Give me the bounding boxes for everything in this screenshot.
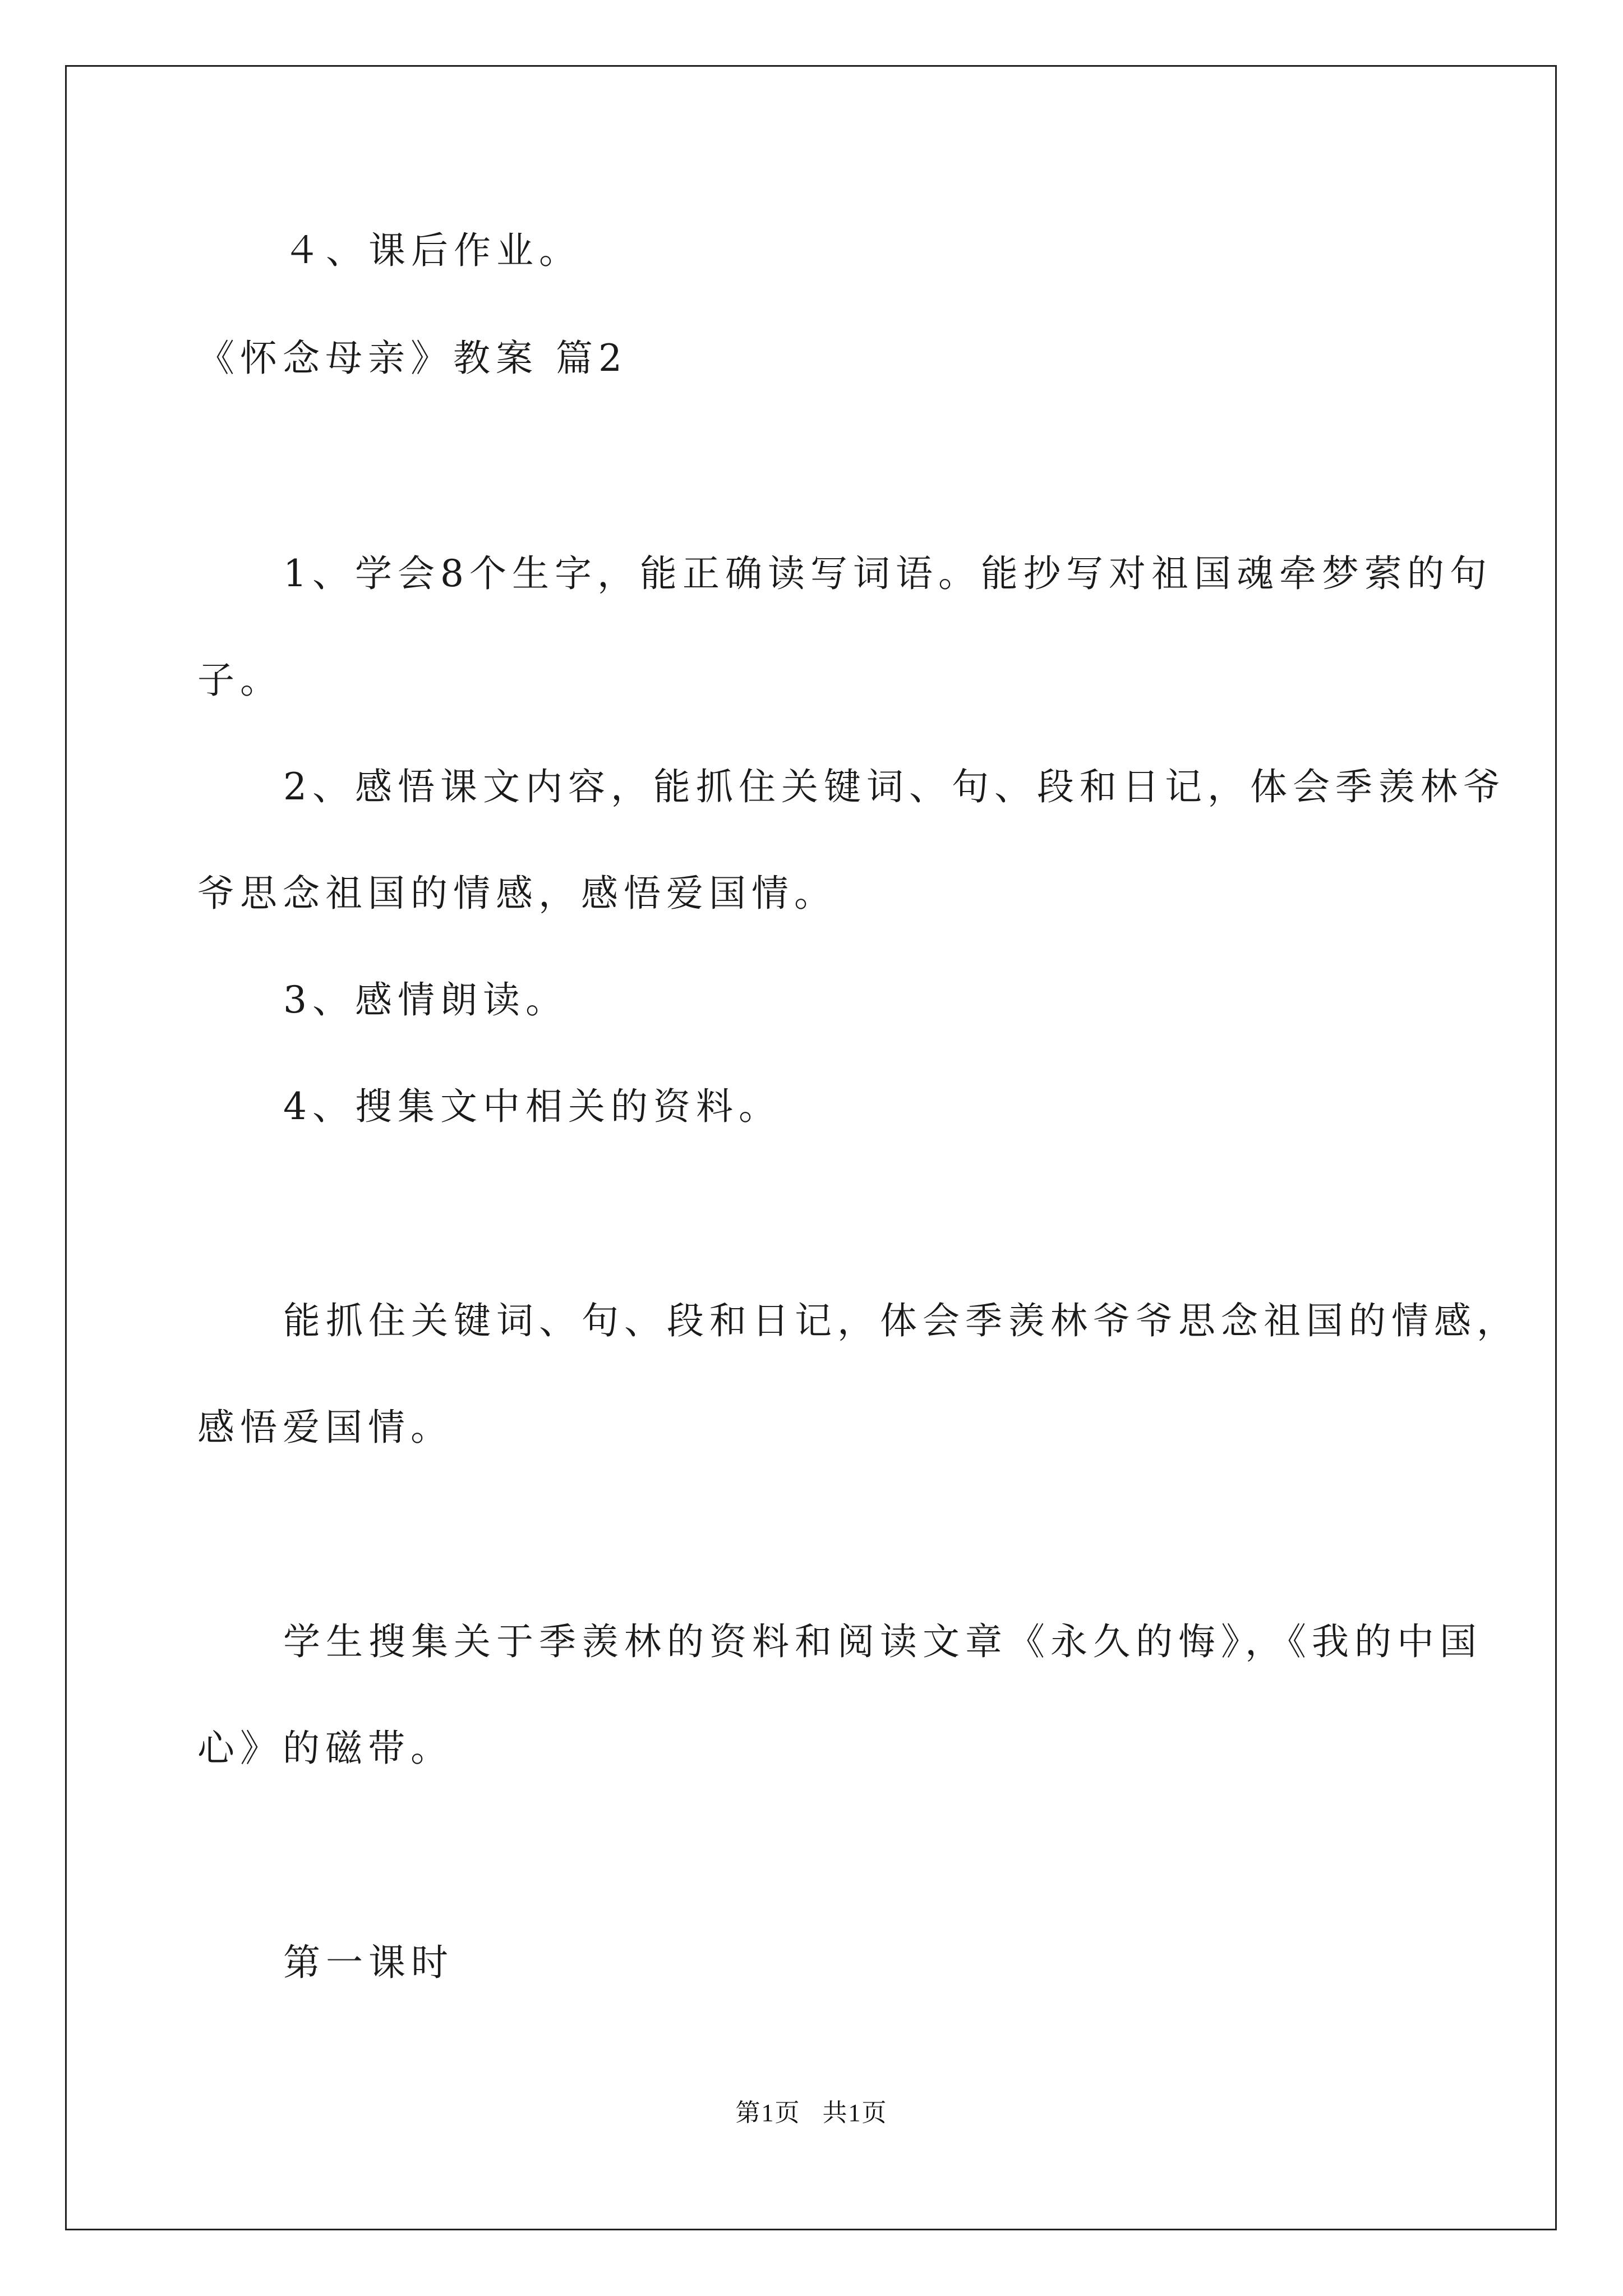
objective-4-line: 4、搜集文中相关的资料。 xyxy=(283,1085,781,1128)
key-point-line-2: 感悟爱国情。 xyxy=(197,1406,453,1449)
page-total: 共1页 xyxy=(822,2099,888,2127)
objective-2-line-1: 2、感悟课文内容，能抓住关键词、句、段和日记，体会季羡林爷 xyxy=(283,765,1506,808)
objective-1-line-1: 1、学会8个生字，能正确读写词语。能抄写对祖国魂牵梦萦的句 xyxy=(283,552,1492,595)
lesson-period-heading: 第一课时 xyxy=(283,1941,454,1984)
preparation-line-2: 心》的磁带。 xyxy=(197,1727,453,1770)
page-border xyxy=(65,65,1557,2230)
page-number: 第1页 xyxy=(735,2099,801,2127)
objective-2-line-2: 爷思念祖国的情感，感悟爱国情。 xyxy=(197,872,837,915)
homework-line: ４、课后作业。 xyxy=(283,229,582,272)
preparation-line-1: 学生搜集关于季羡林的资料和阅读文章《永久的悔》，《我的中国 xyxy=(283,1620,1482,1663)
key-point-line-1: 能抓住关键词、句、段和日记，体会季羡林爷爷思念祖国的情感， xyxy=(283,1299,1519,1342)
objective-3-line: 3、感情朗读。 xyxy=(283,978,568,1022)
objective-1-line-2: 子。 xyxy=(197,659,283,702)
page-footer xyxy=(0,2092,1623,2128)
section-heading: 《怀念母亲》教案 篇2 xyxy=(197,337,628,380)
